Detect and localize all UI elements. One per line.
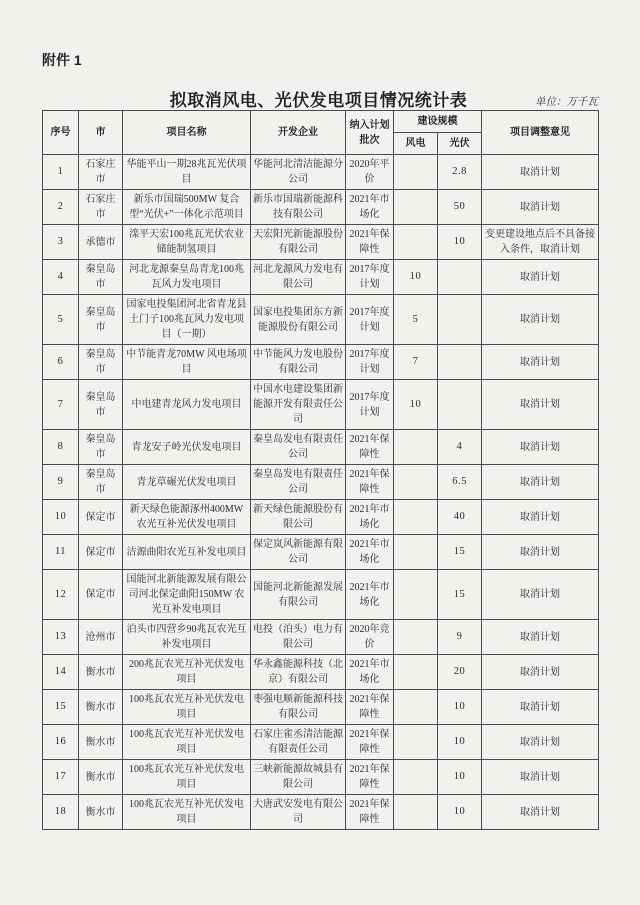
cell-project: 青龙草碾光伏发电项目 (123, 465, 251, 500)
table-row (43, 725, 599, 760)
header-developer: 开发企业 (251, 111, 346, 155)
table-row (43, 655, 599, 690)
cell-pv: 40 (438, 500, 482, 535)
cell-developer: 华能河北清洁能源分公司 (251, 155, 346, 190)
header-pv: 光伏 (438, 133, 482, 155)
cell-index: 14 (43, 655, 79, 690)
cell-pv: 15 (438, 570, 482, 620)
page-title: 拟取消风电、光伏发电项目情况统计表 (169, 91, 468, 110)
cell-opinion: 取消计划 (482, 295, 599, 345)
table-row (43, 260, 599, 295)
cell-city: 秦皇岛市 (79, 465, 123, 500)
unit-label: 单位：万千瓦 (535, 97, 598, 108)
cell-index: 13 (43, 620, 79, 655)
table-row (43, 570, 599, 620)
cell-project: 100兆瓦农光互补光伏发电项目 (123, 795, 251, 830)
table-row (43, 500, 599, 535)
cell-wind (394, 725, 438, 760)
cell-developer: 中节能风力发电股份有限公司 (251, 345, 346, 380)
cell-wind (394, 620, 438, 655)
cell-wind (394, 690, 438, 725)
cell-pv: 4 (438, 430, 482, 465)
table-row (43, 295, 599, 345)
cell-opinion: 取消计划 (482, 570, 599, 620)
cell-batch: 2020年平价 (346, 155, 394, 190)
header-batch-line1: 纳入计划 (349, 119, 390, 131)
cell-index: 15 (43, 690, 79, 725)
cell-city: 衡水市 (79, 655, 123, 690)
cell-project: 国家电投集团河北省青龙县土门子100兆瓦风力发电项目（一期） (123, 295, 251, 345)
table-row (43, 430, 599, 465)
cell-project: 新乐市国瑞500MW 复合型“光伏+”一体化示范项目 (123, 190, 251, 225)
cell-batch: 2020年竞价 (346, 620, 394, 655)
cell-wind (394, 190, 438, 225)
cell-project: 中节能青龙70MW 风电场项目 (123, 345, 251, 380)
cell-opinion: 取消计划 (482, 690, 599, 725)
table-row (43, 380, 599, 430)
cell-batch: 2021年市场化 (346, 570, 394, 620)
cell-batch: 2021年市场化 (346, 535, 394, 570)
cell-project: 洁源曲阳农光互补发电项目 (123, 535, 251, 570)
cell-opinion: 取消计划 (482, 535, 599, 570)
cell-batch: 2021年保障性 (346, 690, 394, 725)
cell-project: 100兆瓦农光互补光伏发电项目 (123, 690, 251, 725)
cell-batch: 2017年度计划 (346, 295, 394, 345)
cell-project: 河北龙源秦皇岛青龙100兆瓦风力发电项目 (123, 260, 251, 295)
cell-pv (438, 295, 482, 345)
cell-pv (438, 380, 482, 430)
cell-developer: 国家电投集团东方新能源股份有限公司 (251, 295, 346, 345)
header-city: 市 (79, 111, 123, 155)
cell-city: 秦皇岛市 (79, 345, 123, 380)
cell-wind (394, 155, 438, 190)
header-batch (346, 111, 394, 155)
cell-pv: 10 (438, 760, 482, 795)
cell-wind (394, 535, 438, 570)
cell-project: 100兆瓦农光互补光伏发电项目 (123, 760, 251, 795)
cell-batch: 2017年度计划 (346, 380, 394, 430)
cell-city: 承德市 (79, 225, 123, 260)
header-index: 序号 (43, 111, 79, 155)
cell-pv: 15 (438, 535, 482, 570)
cell-project: 滦平天宏100兆瓦光伏农业储能制氢项目 (123, 225, 251, 260)
cell-batch: 2017年度计划 (346, 345, 394, 380)
table-row (43, 795, 599, 830)
attachment-label: 附件 1 (42, 52, 82, 68)
cell-developer: 中国水电建设集团新能源开发有限责任公司 (251, 380, 346, 430)
cell-pv (438, 345, 482, 380)
cell-developer: 河北龙源风力发电有限公司 (251, 260, 346, 295)
table-row (43, 190, 599, 225)
title-row (42, 86, 598, 111)
cell-batch: 2021年市场化 (346, 655, 394, 690)
table-row (43, 620, 599, 655)
cell-batch: 2021年保障性 (346, 225, 394, 260)
table-row (43, 345, 599, 380)
header-wind: 风电 (394, 133, 438, 155)
cell-project: 200兆瓦农光互补光伏发电项目 (123, 655, 251, 690)
cell-developer: 保定岚风新能源有限公司 (251, 535, 346, 570)
cell-wind (394, 655, 438, 690)
table-row (43, 465, 599, 500)
cell-city: 衡水市 (79, 760, 123, 795)
cell-city: 石家庄市 (79, 190, 123, 225)
cell-opinion: 取消计划 (482, 655, 599, 690)
cell-batch: 2021年市场化 (346, 190, 394, 225)
cell-wind (394, 570, 438, 620)
cell-developer: 新天绿色能源股份有限公司 (251, 500, 346, 535)
table-body (43, 155, 599, 830)
table-row (43, 760, 599, 795)
cell-project: 泊头市四营乡90兆瓦农光互补发电项目 (123, 620, 251, 655)
cell-city: 秦皇岛市 (79, 380, 123, 430)
cell-pv: 10 (438, 690, 482, 725)
cell-developer: 石家庄雀丞清洁能源有限责任公司 (251, 725, 346, 760)
cell-opinion: 取消计划 (482, 760, 599, 795)
cell-project: 青龙安子岭光伏发电项目 (123, 430, 251, 465)
cell-index: 1 (43, 155, 79, 190)
cell-wind (394, 795, 438, 830)
cell-batch: 2021年保障性 (346, 725, 394, 760)
cell-opinion: 取消计划 (482, 260, 599, 295)
cell-pv: 6.5 (438, 465, 482, 500)
cell-batch: 2017年度计划 (346, 260, 394, 295)
header-project: 项目名称 (123, 111, 251, 155)
table-row (43, 535, 599, 570)
projects-table (42, 110, 599, 830)
cell-opinion: 取消计划 (482, 430, 599, 465)
cell-pv: 9 (438, 620, 482, 655)
cell-developer: 大唐武安发电有限公司 (251, 795, 346, 830)
cell-project: 100兆瓦农光互补光伏发电项目 (123, 725, 251, 760)
cell-pv: 10 (438, 725, 482, 760)
cell-wind: 7 (394, 345, 438, 380)
cell-developer: 秦皇岛发电有限责任公司 (251, 465, 346, 500)
cell-city: 保定市 (79, 500, 123, 535)
table-row (43, 155, 599, 190)
cell-wind (394, 760, 438, 795)
cell-city: 保定市 (79, 570, 123, 620)
cell-index: 5 (43, 295, 79, 345)
table-header (43, 111, 599, 155)
cell-developer: 电投（泊头）电力有限公司 (251, 620, 346, 655)
cell-opinion: 取消计划 (482, 345, 599, 380)
cell-project: 华能平山一期28兆瓦光伏项目 (123, 155, 251, 190)
table-row (43, 225, 599, 260)
cell-pv: 2.8 (438, 155, 482, 190)
cell-index: 7 (43, 380, 79, 430)
cell-opinion: 取消计划 (482, 500, 599, 535)
cell-pv (438, 260, 482, 295)
cell-index: 8 (43, 430, 79, 465)
cell-index: 10 (43, 500, 79, 535)
cell-wind (394, 465, 438, 500)
cell-wind: 10 (394, 260, 438, 295)
cell-opinion: 变更建设地点后不具备接入条件，取消计划 (482, 225, 599, 260)
cell-batch: 2021年市场化 (346, 500, 394, 535)
cell-project: 国能河北新能源发展有限公司河北保定曲阳150MW 农光互补发电项目 (123, 570, 251, 620)
cell-batch: 2021年保障性 (346, 465, 394, 500)
cell-pv: 10 (438, 225, 482, 260)
cell-city: 石家庄市 (79, 155, 123, 190)
cell-wind: 5 (394, 295, 438, 345)
cell-index: 6 (43, 345, 79, 380)
cell-city: 秦皇岛市 (79, 430, 123, 465)
cell-developer: 秦皇岛发电有限责任公司 (251, 430, 346, 465)
cell-city: 衡水市 (79, 690, 123, 725)
cell-index: 12 (43, 570, 79, 620)
cell-opinion: 取消计划 (482, 795, 599, 830)
cell-index: 2 (43, 190, 79, 225)
cell-pv: 50 (438, 190, 482, 225)
cell-wind: 10 (394, 380, 438, 430)
cell-project: 中电建青龙风力发电项目 (123, 380, 251, 430)
cell-pv: 10 (438, 795, 482, 830)
cell-city: 秦皇岛市 (79, 260, 123, 295)
cell-opinion: 取消计划 (482, 620, 599, 655)
table-row (43, 690, 599, 725)
cell-developer: 国能河北新能源发展有限公司 (251, 570, 346, 620)
cell-city: 秦皇岛市 (79, 295, 123, 345)
cell-index: 16 (43, 725, 79, 760)
cell-project: 新天绿色能源涿州400MW 农光互补光伏发电项目 (123, 500, 251, 535)
cell-developer: 天宏阳光新能源股份有限公司 (251, 225, 346, 260)
header-opinion: 项目调整意见 (482, 111, 599, 155)
cell-city: 衡水市 (79, 725, 123, 760)
cell-batch: 2021年保障性 (346, 430, 394, 465)
cell-wind (394, 225, 438, 260)
cell-developer: 新乐市国瑞新能源科技有限公司 (251, 190, 346, 225)
cell-opinion: 取消计划 (482, 155, 599, 190)
cell-city: 沧州市 (79, 620, 123, 655)
cell-city: 保定市 (79, 535, 123, 570)
cell-developer: 枣强电顺新能源科技有限公司 (251, 690, 346, 725)
cell-index: 11 (43, 535, 79, 570)
cell-wind (394, 500, 438, 535)
cell-index: 17 (43, 760, 79, 795)
cell-index: 9 (43, 465, 79, 500)
cell-index: 3 (43, 225, 79, 260)
cell-batch: 2021年保障性 (346, 760, 394, 795)
cell-city: 衡水市 (79, 795, 123, 830)
cell-pv: 20 (438, 655, 482, 690)
header-scale: 建设规模 (394, 111, 482, 133)
header-batch-line2: 批次 (359, 134, 380, 146)
cell-developer: 三峡新能源故城县有限公司 (251, 760, 346, 795)
cell-opinion: 取消计划 (482, 465, 599, 500)
cell-wind (394, 430, 438, 465)
cell-opinion: 取消计划 (482, 725, 599, 760)
cell-batch: 2021年保障性 (346, 795, 394, 830)
cell-index: 4 (43, 260, 79, 295)
cell-opinion: 取消计划 (482, 190, 599, 225)
cell-opinion: 取消计划 (482, 380, 599, 430)
cell-index: 18 (43, 795, 79, 830)
cell-developer: 华永鑫能源科技（北京）有限公司 (251, 655, 346, 690)
